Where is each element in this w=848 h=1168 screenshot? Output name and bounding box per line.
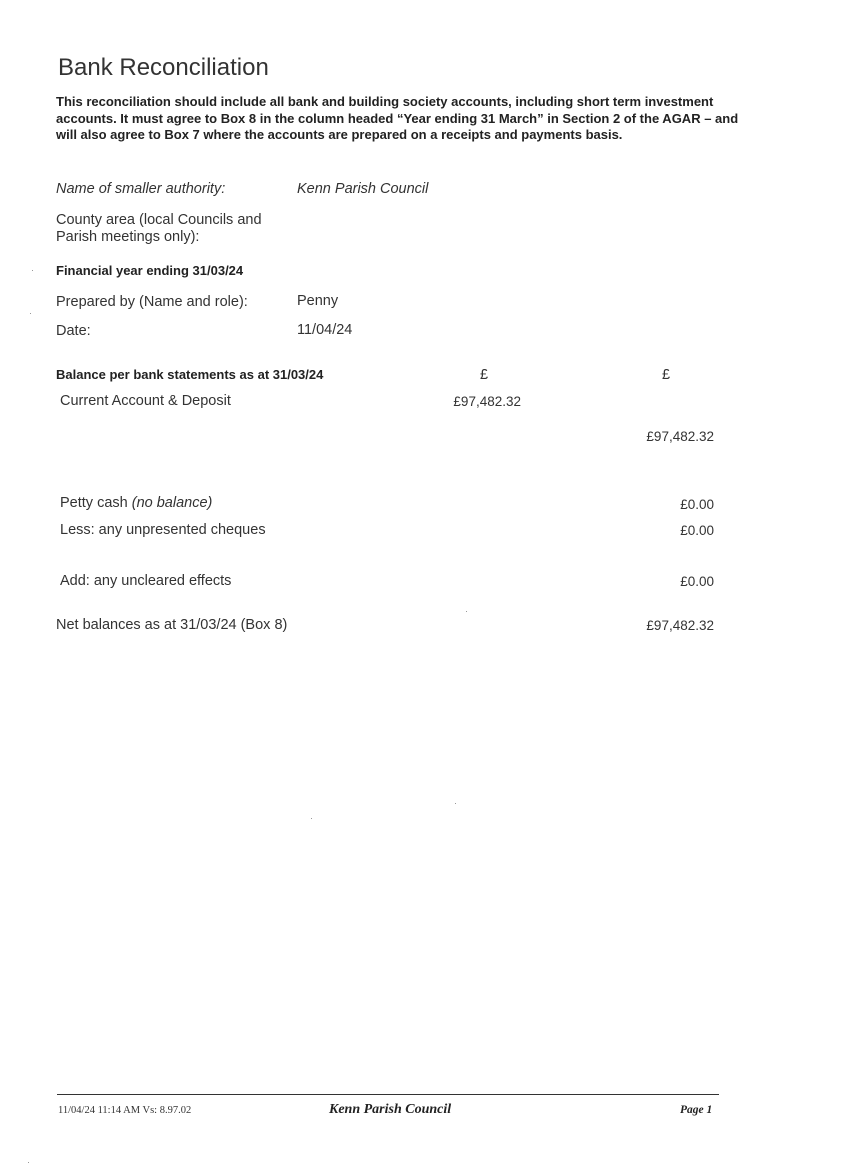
county-label-line1: County area (local Councils and (56, 212, 262, 228)
intro-paragraph: This reconciliation should include all bank and building society accounts, including short term investment accounts. It must agree to Box 8 in the column headed “Year ending 31 March” in Section 2 of the AGAR – and will also agree to Box 7 where the accounts are prepared on a receipts and payments basis. (56, 94, 739, 142)
scan-speck (466, 611, 467, 612)
scan-speck (455, 803, 456, 804)
prepared-by-label: Prepared by (Name and role): (56, 294, 248, 310)
petty-cash-row (60, 495, 212, 511)
footer-organisation: Kenn Parish Council (329, 1102, 452, 1117)
county-label-line2: Parish meetings only): (56, 229, 200, 245)
account-label: Current Account & Deposit (60, 393, 231, 409)
unpresented-label: Less: any unpresented cheques (60, 522, 266, 538)
footer-rule (57, 1094, 719, 1095)
date-label: Date: (56, 323, 91, 339)
subtotal-value: £97,482.32 (646, 429, 714, 444)
prepared-by-value: Penny (297, 293, 339, 309)
net-balance-value: £97,482.32 (646, 618, 714, 633)
currency-col1-header: £ (480, 367, 489, 383)
petty-cash-label: Petty cash (60, 495, 128, 511)
page-title: Bank Reconciliation (58, 54, 269, 81)
date-value: 11/04/24 (297, 322, 353, 338)
footer-timestamp: 11/04/24 11:14 AM Vs: 8.97.02 (58, 1105, 192, 1116)
uncleared-value: £0.00 (680, 574, 714, 589)
financial-year-heading: Financial year ending 31/03/24 (56, 263, 244, 278)
unpresented-value: £0.00 (680, 523, 714, 538)
net-balance-label: Net balances as at 31/03/24 (Box 8) (56, 617, 288, 633)
scan-speck (311, 818, 312, 819)
authority-value: Kenn Parish Council (297, 181, 429, 197)
currency-col2-header: £ (662, 367, 671, 383)
uncleared-label: Add: any uncleared effects (60, 573, 232, 589)
balance-heading: Balance per bank statements as at 31/03/24 (56, 367, 324, 382)
footer-page-number: Page 1 (680, 1104, 713, 1116)
petty-cash-note: (no balance) (131, 495, 213, 511)
scan-speck (28, 1162, 29, 1163)
account-value: £97,482.32 (453, 394, 521, 409)
authority-label: Name of smaller authority: (56, 181, 226, 197)
scan-speck (32, 270, 33, 271)
scan-speck (30, 313, 31, 314)
petty-cash-value: £0.00 (680, 497, 714, 512)
